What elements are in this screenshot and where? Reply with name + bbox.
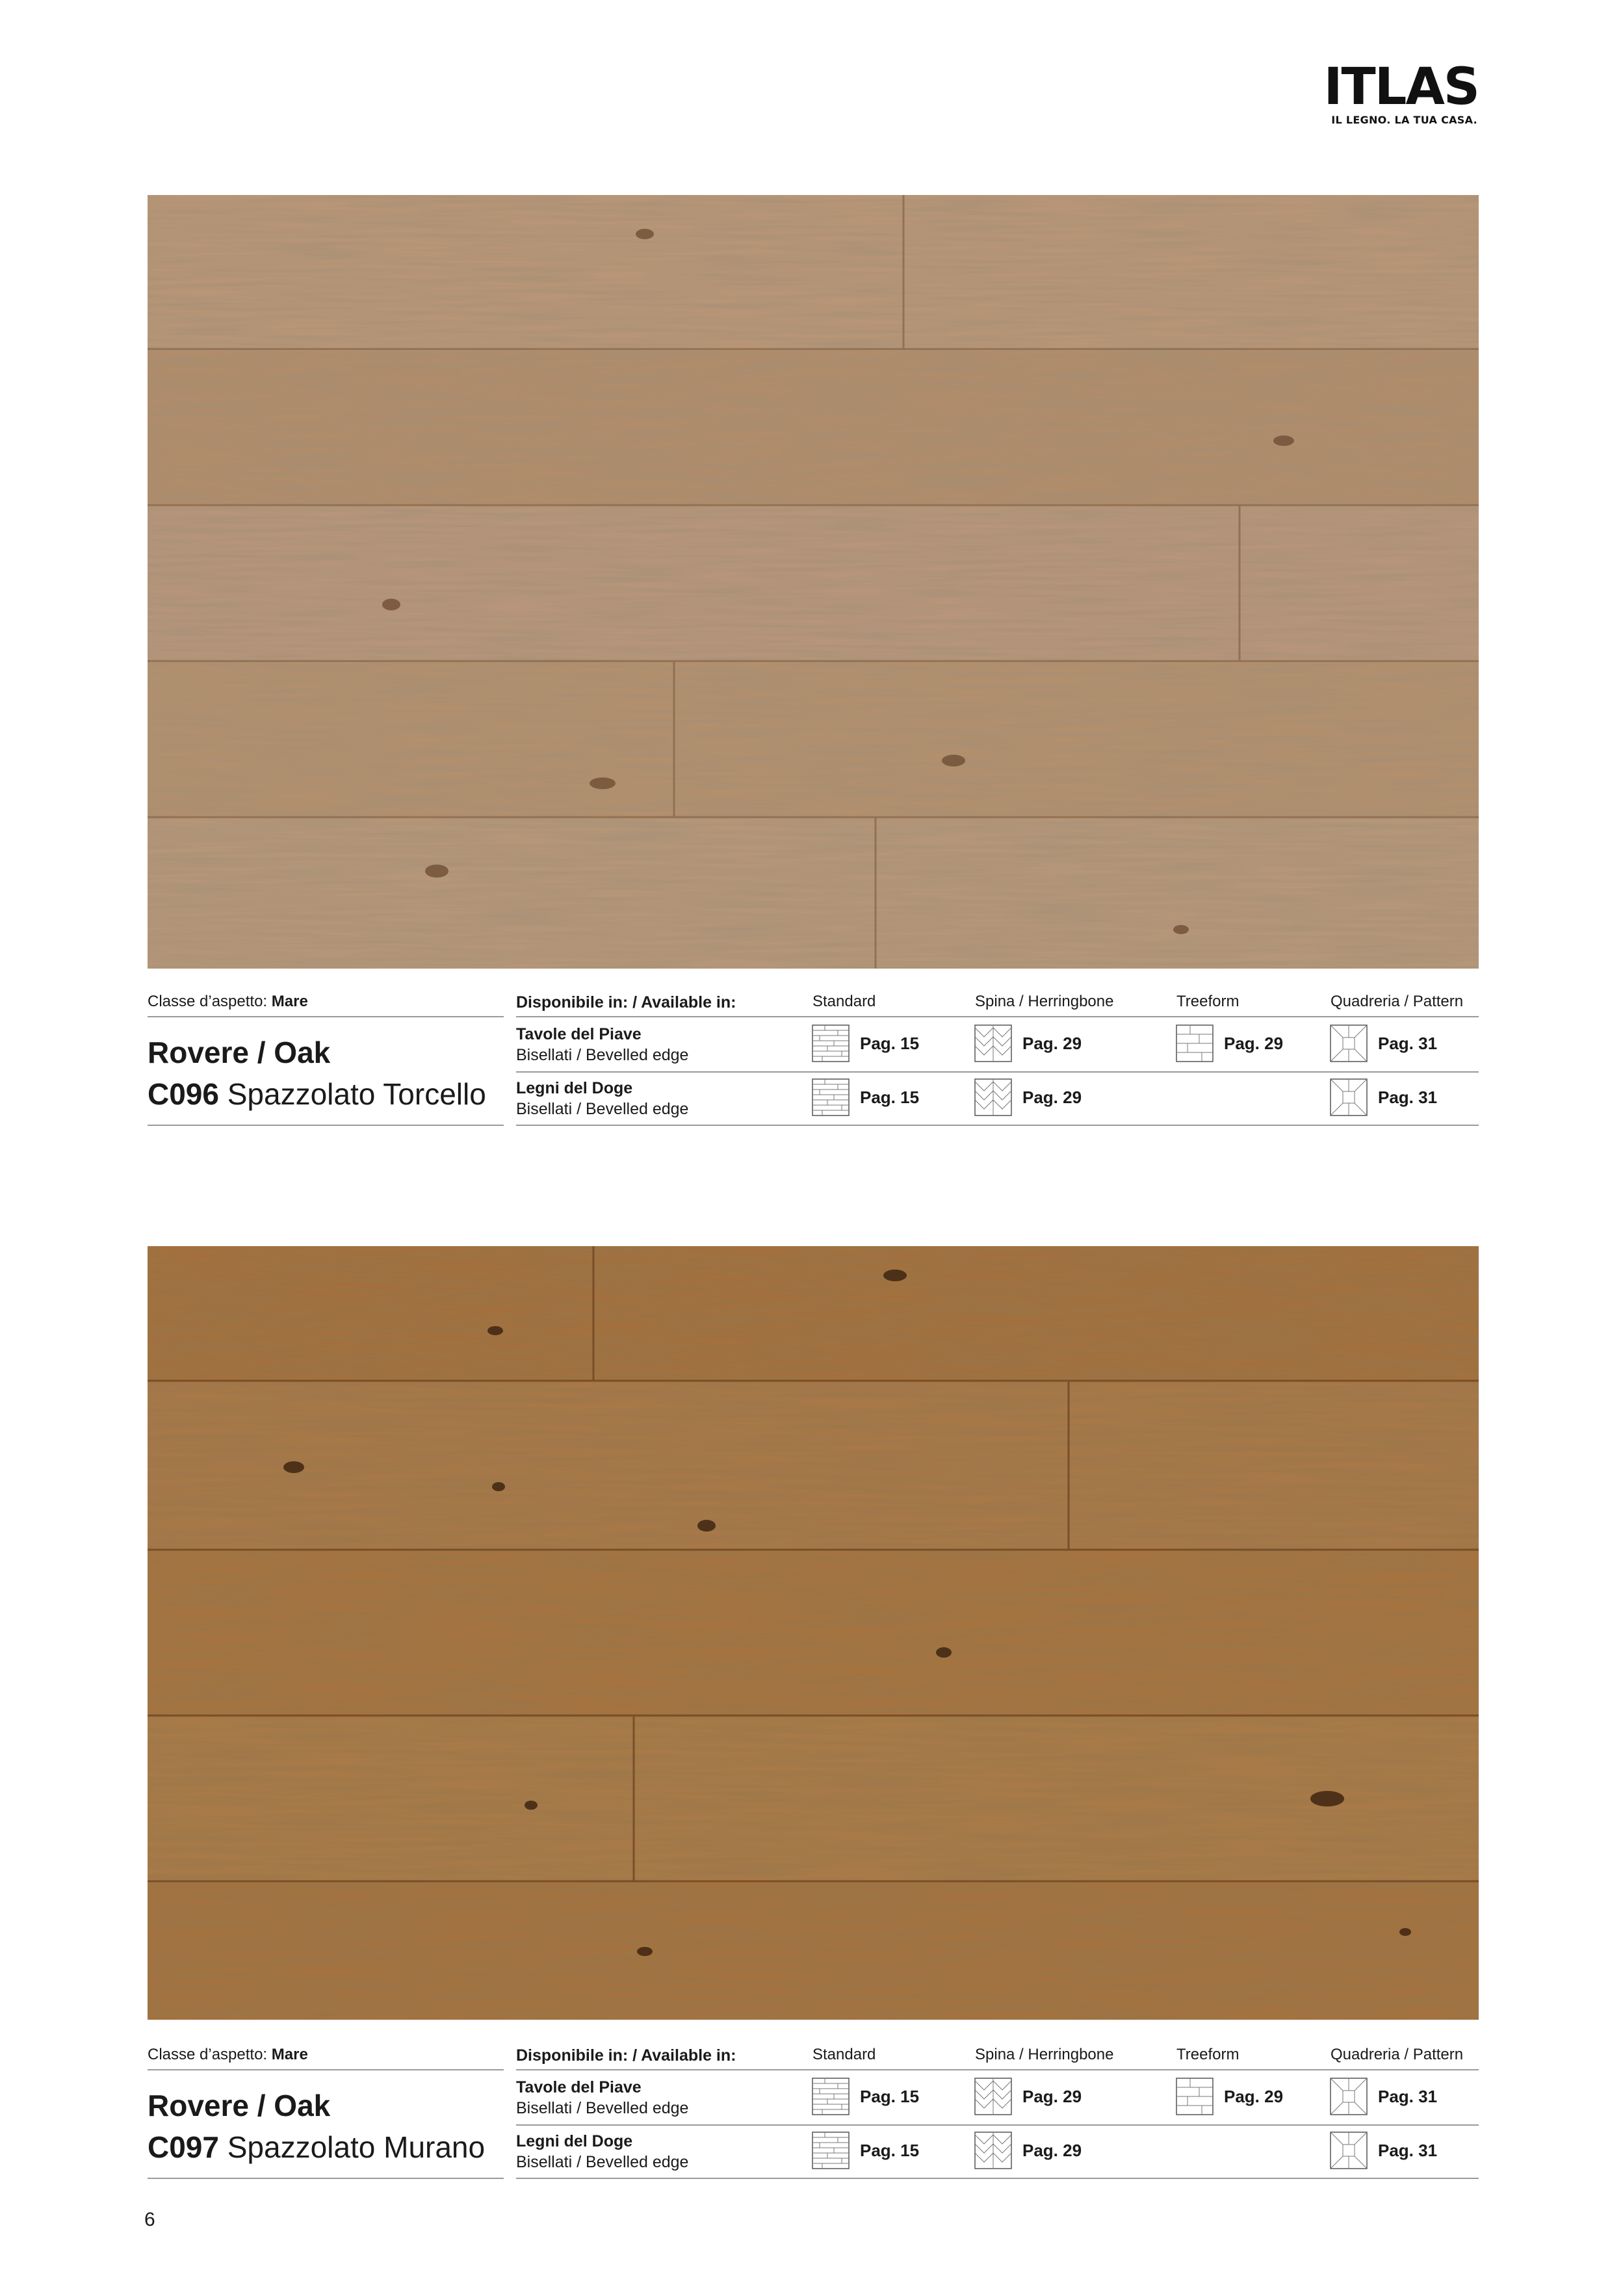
standard-plank-icon [812, 2078, 850, 2115]
divider [148, 2178, 504, 2179]
herringbone-ref: Pag. 29 [974, 2132, 1082, 2169]
divider [516, 1071, 1479, 1073]
product-code: C097 [148, 2130, 219, 2164]
product-info-c096 [148, 988, 1479, 1131]
divider [516, 2178, 1479, 2179]
pattern-icon [1330, 1024, 1368, 1062]
row-subtitle: Bisellati / Bevelled edge [516, 2099, 689, 2117]
col-standard: Standard [812, 2046, 876, 2063]
product-material: Rovere / Oak [148, 2089, 331, 2122]
row-subtitle: Bisellati / Bevelled edge [516, 2153, 689, 2171]
row-subtitle: Bisellati / Bevelled edge [516, 1100, 689, 1118]
row-subtitle: Bisellati / Bevelled edge [516, 1046, 689, 1064]
product-material: Rovere / Oak [148, 1036, 331, 1069]
treeform-ref: Pag. 29 [1176, 2078, 1283, 2115]
col-herringbone: Spina / Herringbone [975, 2046, 1114, 2063]
classe-aspetto [148, 2046, 308, 2064]
oak-floor-torcello-photo [148, 195, 1479, 969]
treeform-icon [1176, 1024, 1214, 1062]
standard-plank-icon [812, 1078, 850, 1116]
col-standard: Standard [812, 993, 876, 1010]
standard-plank-icon [812, 1024, 850, 1062]
standard-ref: Pag. 15 [812, 2078, 919, 2115]
col-pattern: Quadreria / Pattern [1331, 2046, 1464, 2063]
available-label: Disponibile in: / Available in: [516, 2046, 736, 2065]
divider [516, 1125, 1479, 1126]
row-title: Tavole del Piave [516, 2078, 642, 2096]
oak-floor-murano-photo [148, 1246, 1479, 2020]
herringbone-icon [974, 1024, 1012, 1062]
row-title: Tavole del Piave [516, 1025, 642, 1043]
classe-value: Mare [271, 2046, 308, 2063]
row-title: Legni del Doge [516, 1079, 633, 1097]
row-title: Legni del Doge [516, 2132, 633, 2150]
pattern-ref: Pag. 31 [1330, 2078, 1437, 2115]
classe-label: Classe d’aspetto: [148, 993, 268, 1010]
col-treeform: Treeform [1176, 993, 1240, 1010]
divider [516, 2124, 1479, 2126]
standard-ref: Pag. 15 [812, 1024, 919, 1062]
brand-tagline: IL LEGNO. LA TUA CASA. [1331, 114, 1477, 126]
herringbone-ref: Pag. 29 [974, 1078, 1082, 1116]
product-info-c097 [148, 2041, 1479, 2184]
product-name [148, 1076, 486, 1112]
herringbone-ref: Pag. 29 [974, 2078, 1082, 2115]
pattern-ref: Pag. 31 [1330, 2132, 1437, 2169]
product-finish: Spazzolato Murano [227, 2130, 486, 2164]
col-treeform: Treeform [1176, 2046, 1240, 2063]
standard-ref: Pag. 15 [812, 1078, 919, 1116]
product-name [148, 2130, 485, 2165]
divider [516, 1016, 1479, 1017]
col-herringbone: Spina / Herringbone [975, 993, 1114, 1010]
herringbone-ref: Pag. 29 [974, 1024, 1082, 1062]
divider [516, 2069, 1479, 2070]
brand-name: ITLAS [1323, 58, 1479, 116]
brand-logo [1323, 58, 1479, 127]
pattern-icon [1330, 2078, 1368, 2115]
available-label: Disponibile in: / Available in: [516, 993, 736, 1011]
col-pattern: Quadreria / Pattern [1331, 993, 1464, 1010]
classe-label: Classe d’aspetto: [148, 2046, 268, 2063]
standard-ref: Pag. 15 [812, 2132, 919, 2169]
standard-plank-icon [812, 2132, 850, 2169]
pattern-ref: Pag. 31 [1330, 1078, 1437, 1116]
divider [148, 2069, 504, 2070]
divider [148, 1016, 504, 1017]
product-code: C096 [148, 1077, 219, 1111]
treeform-icon [1176, 2078, 1214, 2115]
classe-aspetto [148, 993, 308, 1011]
pattern-ref: Pag. 31 [1330, 1024, 1437, 1062]
herringbone-icon [974, 2132, 1012, 2169]
product-finish: Spazzolato Torcello [227, 1077, 486, 1111]
herringbone-icon [974, 1078, 1012, 1116]
herringbone-icon [974, 2078, 1012, 2115]
pattern-icon [1330, 1078, 1368, 1116]
treeform-ref: Pag. 29 [1176, 1024, 1283, 1062]
classe-value: Mare [271, 993, 308, 1010]
pattern-icon [1330, 2132, 1368, 2169]
page-number: 6 [144, 2209, 155, 2230]
divider [148, 1125, 504, 1126]
